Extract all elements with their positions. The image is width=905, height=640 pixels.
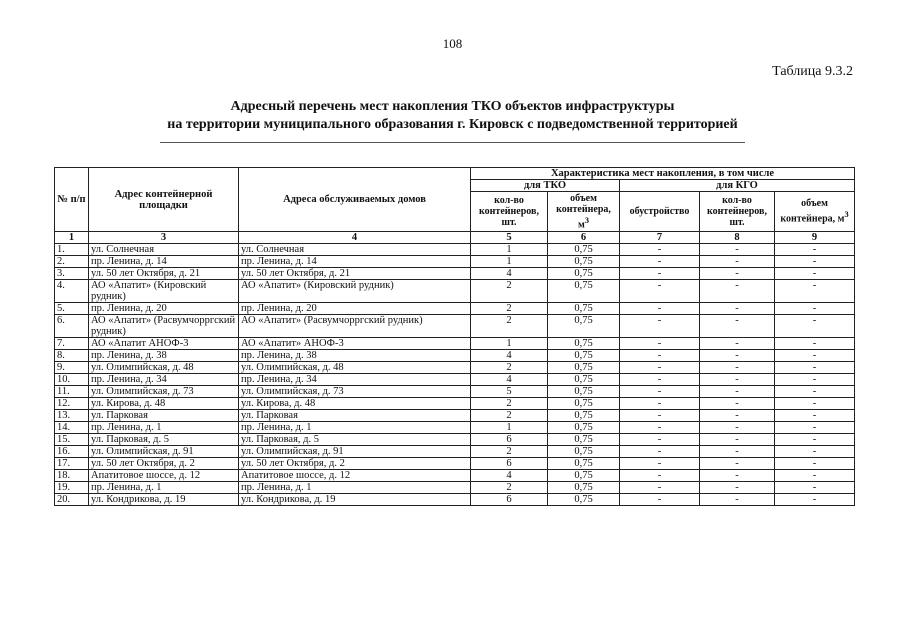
cell-kgo-count: - [700, 244, 775, 256]
cell-tko-count: 1 [471, 256, 548, 268]
cell-address: пр. Ленина, д. 38 [89, 350, 239, 362]
cell-address: пр. Ленина, д. 20 [89, 303, 239, 315]
cell-number: 5. [55, 303, 89, 315]
cell-tko-volume: 0,75 [548, 350, 620, 362]
cell-tko-volume: 0,75 [548, 446, 620, 458]
cell-number: 19. [55, 482, 89, 494]
cell-tko-count: 1 [471, 338, 548, 350]
table-header [55, 168, 855, 244]
cell-kgo-count: - [700, 268, 775, 280]
cell-kgo-volume: - [775, 458, 855, 470]
tko-sites-table [54, 167, 855, 506]
cell-served-houses: АО «Апатит» (Кировский рудник) [239, 280, 471, 303]
cell-kgo-count: - [700, 410, 775, 422]
column-number: 4 [239, 232, 471, 244]
cell-kgo-volume: - [775, 315, 855, 338]
cell-tko-count: 6 [471, 458, 548, 470]
cell-served-houses: пр. Ленина, д. 20 [239, 303, 471, 315]
table-row [55, 350, 855, 362]
cell-tko-count: 2 [471, 410, 548, 422]
table-body [55, 244, 855, 506]
cell-kgo-count: - [700, 350, 775, 362]
cell-kgo-setup: - [620, 398, 700, 410]
cell-number: 3. [55, 268, 89, 280]
cell-served-houses: Апатитовое шоссе, д. 12 [239, 470, 471, 482]
header-tko: для ТКО [471, 180, 620, 192]
cell-address: ул. Олимпийская, д. 73 [89, 386, 239, 398]
cell-address: ул. Олимпийская, д. 91 [89, 446, 239, 458]
cell-kgo-count: - [700, 482, 775, 494]
table-row [55, 458, 855, 470]
cell-number: 12. [55, 398, 89, 410]
cell-kgo-count: - [700, 458, 775, 470]
cell-number: 2. [55, 256, 89, 268]
cell-number: 7. [55, 338, 89, 350]
cell-kgo-setup: - [620, 268, 700, 280]
cell-kgo-count: - [700, 434, 775, 446]
table-row [55, 482, 855, 494]
cell-kgo-setup: - [620, 482, 700, 494]
cell-tko-count: 4 [471, 268, 548, 280]
cell-kgo-setup: - [620, 315, 700, 338]
cell-number: 6. [55, 315, 89, 338]
cell-tko-volume: 0,75 [548, 280, 620, 303]
cell-served-houses: ул. 50 лет Октября, д. 2 [239, 458, 471, 470]
cell-number: 11. [55, 386, 89, 398]
table-row [55, 446, 855, 458]
header-kgo-volume-sup: 3 [844, 210, 849, 220]
table-row [55, 374, 855, 386]
cell-kgo-volume: - [775, 434, 855, 446]
cell-address: ул. Парковая [89, 410, 239, 422]
cell-served-houses: ул. Солнечная [239, 244, 471, 256]
column-number: 9 [775, 232, 855, 244]
cell-kgo-volume: - [775, 470, 855, 482]
cell-kgo-count: - [700, 280, 775, 303]
cell-kgo-count: - [700, 446, 775, 458]
cell-served-houses: ул. Олимпийская, д. 91 [239, 446, 471, 458]
cell-tko-volume: 0,75 [548, 303, 620, 315]
cell-address: ул. Кирова, д. 48 [89, 398, 239, 410]
document-title-line-2: на территории муниципального образования г. Кировск с подведомственной территорией [167, 117, 738, 132]
cell-tko-volume: 0,75 [548, 470, 620, 482]
cell-kgo-volume: - [775, 410, 855, 422]
cell-served-houses: пр. Ленина, д. 14 [239, 256, 471, 268]
table-row [55, 386, 855, 398]
cell-tko-count: 5 [471, 386, 548, 398]
cell-address: ул. Парковая, д. 5 [89, 434, 239, 446]
cell-tko-count: 2 [471, 398, 548, 410]
cell-kgo-setup: - [620, 446, 700, 458]
cell-tko-count: 4 [471, 374, 548, 386]
cell-address: ул. 50 лет Октября, д. 21 [89, 268, 239, 280]
cell-kgo-volume: - [775, 494, 855, 506]
cell-tko-count: 4 [471, 350, 548, 362]
cell-kgo-volume: - [775, 422, 855, 434]
cell-number: 18. [55, 470, 89, 482]
cell-number: 9. [55, 362, 89, 374]
cell-tko-volume: 0,75 [548, 374, 620, 386]
cell-kgo-setup: - [620, 338, 700, 350]
cell-number: 20. [55, 494, 89, 506]
cell-address: АО «Апатит» (Кировский рудник) [89, 280, 239, 303]
header-number: № п/п [55, 168, 89, 232]
table-row [55, 256, 855, 268]
column-number: 6 [548, 232, 620, 244]
title-divider [160, 142, 745, 143]
cell-tko-count: 2 [471, 482, 548, 494]
cell-number: 15. [55, 434, 89, 446]
cell-address: Апатитовое шоссе, д. 12 [89, 470, 239, 482]
cell-kgo-volume: - [775, 280, 855, 303]
cell-tko-volume: 0,75 [548, 482, 620, 494]
cell-kgo-volume: - [775, 244, 855, 256]
cell-number: 8. [55, 350, 89, 362]
cell-tko-volume: 0,75 [548, 362, 620, 374]
cell-tko-count: 6 [471, 494, 548, 506]
cell-served-houses: пр. Ленина, д. 1 [239, 482, 471, 494]
cell-kgo-setup: - [620, 362, 700, 374]
cell-kgo-count: - [700, 256, 775, 268]
table-label: Таблица 9.3.2 [772, 64, 853, 79]
cell-address: пр. Ленина, д. 14 [89, 256, 239, 268]
header-kgo-volume-text: объем контейнера, м [780, 198, 845, 225]
cell-tko-volume: 0,75 [548, 410, 620, 422]
cell-tko-count: 2 [471, 362, 548, 374]
cell-kgo-volume: - [775, 256, 855, 268]
cell-kgo-count: - [700, 386, 775, 398]
header-served-houses: Адреса обслуживаемых домов [239, 168, 471, 232]
cell-served-houses: пр. Ленина, д. 1 [239, 422, 471, 434]
header-kgo-setup: обустройство [620, 192, 700, 232]
cell-kgo-setup: - [620, 410, 700, 422]
header-tko-volume [548, 192, 620, 232]
cell-number: 13. [55, 410, 89, 422]
cell-kgo-volume: - [775, 303, 855, 315]
cell-address: ул. Кондрикова, д. 19 [89, 494, 239, 506]
cell-number: 16. [55, 446, 89, 458]
table-row [55, 280, 855, 303]
cell-tko-count: 4 [471, 470, 548, 482]
cell-kgo-volume: - [775, 374, 855, 386]
cell-number: 1. [55, 244, 89, 256]
cell-kgo-count: - [700, 315, 775, 338]
cell-tko-volume: 0,75 [548, 434, 620, 446]
cell-kgo-volume: - [775, 386, 855, 398]
cell-kgo-count: - [700, 422, 775, 434]
table-row [55, 494, 855, 506]
cell-tko-count: 1 [471, 422, 548, 434]
cell-kgo-count: - [700, 494, 775, 506]
table-row [55, 470, 855, 482]
column-number-row [55, 232, 855, 244]
cell-kgo-count: - [700, 398, 775, 410]
document-title-line-1: Адресный перечень мест накопления ТКО объектов инфраструктуры [230, 99, 675, 114]
header-kgo: для КГО [620, 180, 855, 192]
cell-kgo-setup: - [620, 458, 700, 470]
cell-tko-volume: 0,75 [548, 268, 620, 280]
cell-tko-volume: 0,75 [548, 386, 620, 398]
cell-served-houses: АО «Апатит» (Расвумчорргский рудник) [239, 315, 471, 338]
column-number: 5 [471, 232, 548, 244]
column-number: 3 [89, 232, 239, 244]
cell-kgo-count: - [700, 374, 775, 386]
cell-kgo-setup: - [620, 470, 700, 482]
cell-tko-count: 2 [471, 280, 548, 303]
header-tko-count: кол-во контейнеров, шт. [471, 192, 548, 232]
header-characteristics: Характеристика мест накопления, в том числе [471, 168, 855, 180]
cell-number: 17. [55, 458, 89, 470]
cell-address: пр. Ленина, д. 1 [89, 422, 239, 434]
cell-number: 10. [55, 374, 89, 386]
cell-tko-count: 6 [471, 434, 548, 446]
cell-served-houses: ул. Олимпийская, д. 48 [239, 362, 471, 374]
table-row [55, 434, 855, 446]
table-row [55, 398, 855, 410]
cell-address: пр. Ленина, д. 34 [89, 374, 239, 386]
cell-address: ул. Олимпийская, д. 48 [89, 362, 239, 374]
cell-kgo-setup: - [620, 434, 700, 446]
cell-address: пр. Ленина, д. 1 [89, 482, 239, 494]
cell-served-houses: АО «Апатит» АНОФ-3 [239, 338, 471, 350]
cell-kgo-volume: - [775, 446, 855, 458]
cell-kgo-volume: - [775, 268, 855, 280]
cell-tko-count: 1 [471, 244, 548, 256]
table-row [55, 244, 855, 256]
cell-kgo-volume: - [775, 398, 855, 410]
cell-kgo-count: - [700, 303, 775, 315]
cell-kgo-setup: - [620, 386, 700, 398]
column-number: 1 [55, 232, 89, 244]
cell-tko-count: 2 [471, 446, 548, 458]
header-tko-volume-sup: 3 [584, 215, 589, 225]
cell-tko-volume: 0,75 [548, 398, 620, 410]
cell-kgo-setup: - [620, 494, 700, 506]
table-row [55, 303, 855, 315]
cell-number: 14. [55, 422, 89, 434]
cell-tko-volume: 0,75 [548, 338, 620, 350]
table-row [55, 268, 855, 280]
cell-kgo-setup: - [620, 256, 700, 268]
cell-kgo-count: - [700, 338, 775, 350]
column-number: 8 [700, 232, 775, 244]
header-kgo-volume [775, 192, 855, 232]
cell-tko-volume: 0,75 [548, 494, 620, 506]
cell-number: 4. [55, 280, 89, 303]
cell-served-houses: ул. Кирова, д. 48 [239, 398, 471, 410]
cell-kgo-volume: - [775, 362, 855, 374]
cell-kgo-setup: - [620, 303, 700, 315]
cell-served-houses: ул. Парковая, д. 5 [239, 434, 471, 446]
cell-tko-volume: 0,75 [548, 315, 620, 338]
column-number: 7 [620, 232, 700, 244]
cell-address: ул. 50 лет Октября, д. 2 [89, 458, 239, 470]
header-address: Адрес контейнерной площадки [89, 168, 239, 232]
cell-address: АО «Апатит АНОФ-3 [89, 338, 239, 350]
cell-tko-volume: 0,75 [548, 422, 620, 434]
cell-kgo-setup: - [620, 422, 700, 434]
cell-kgo-volume: - [775, 350, 855, 362]
cell-tko-volume: 0,75 [548, 458, 620, 470]
header-tko-volume-text: объем контейнера, м [556, 192, 611, 231]
cell-tko-count: 2 [471, 315, 548, 338]
cell-kgo-setup: - [620, 350, 700, 362]
cell-kgo-setup: - [620, 374, 700, 386]
cell-tko-count: 2 [471, 303, 548, 315]
cell-tko-volume: 0,75 [548, 244, 620, 256]
cell-served-houses: ул. Парковая [239, 410, 471, 422]
table-row [55, 410, 855, 422]
cell-tko-volume: 0,75 [548, 256, 620, 268]
table-row [55, 422, 855, 434]
cell-served-houses: ул. 50 лет Октября, д. 21 [239, 268, 471, 280]
cell-address: ул. Солнечная [89, 244, 239, 256]
cell-kgo-setup: - [620, 280, 700, 303]
cell-kgo-count: - [700, 470, 775, 482]
table-row [55, 362, 855, 374]
cell-kgo-volume: - [775, 338, 855, 350]
cell-served-houses: пр. Ленина, д. 34 [239, 374, 471, 386]
cell-served-houses: ул. Олимпийская, д. 73 [239, 386, 471, 398]
cell-kgo-volume: - [775, 482, 855, 494]
cell-kgo-setup: - [620, 244, 700, 256]
page-number: 108 [442, 36, 463, 51]
cell-kgo-count: - [700, 362, 775, 374]
table-row [55, 315, 855, 338]
table-row [55, 338, 855, 350]
cell-address: АО «Апатит» (Расвумчорргский рудник) [89, 315, 239, 338]
cell-served-houses: ул. Кондрикова, д. 19 [239, 494, 471, 506]
cell-served-houses: пр. Ленина, д. 38 [239, 350, 471, 362]
header-kgo-count: кол-во контейнеров, шт. [700, 192, 775, 232]
